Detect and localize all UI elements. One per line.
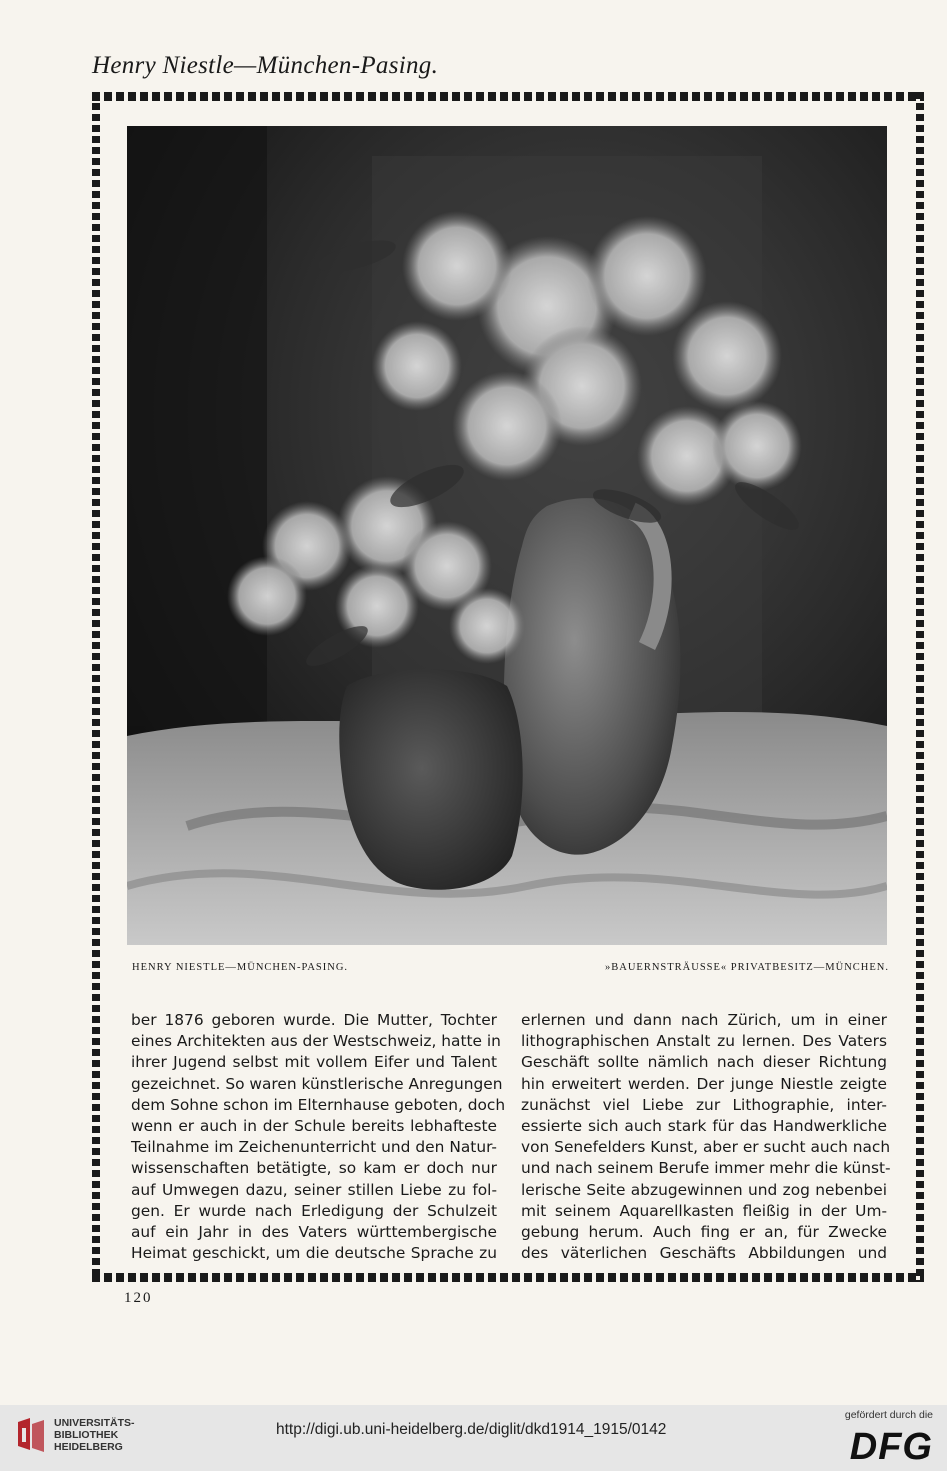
text-line: wenn er auch in der Schule bereits lebhafteste [131, 1117, 497, 1136]
border-right [916, 92, 924, 1282]
library-name [54, 1417, 135, 1453]
text-line: gen. Er wurde nach Erledigung der Schulzeit [131, 1201, 497, 1220]
text-line: Heimat geschickt, um die deutsche Sprache zu [131, 1244, 497, 1263]
text-line: und nach seinem Berufe immer mehr die künst- [521, 1159, 891, 1178]
caption-artist: HENRY NIESTLE—MÜNCHEN-PASING. [132, 962, 349, 973]
text-line: ihrer Jugend selbst mit vollem Eifer und Talent [131, 1053, 497, 1072]
text-line: zunächst viel Liebe zur Lithographie, inter- [521, 1095, 887, 1114]
body-column-left [131, 1010, 506, 1264]
text-line: gebung herum. Auch fing er an, für Zwecke [521, 1223, 887, 1242]
digitization-footer [0, 1405, 947, 1471]
text-line: hin erweitert werden. Der junge Niestle zeigte [521, 1074, 887, 1093]
dfg-logo: DFG [849, 1426, 933, 1468]
text-line: auf Umwegen dazu, seiner stillen Liebe zu fol- [131, 1180, 497, 1199]
sponsor-text: gefördert durch die [844, 1409, 933, 1421]
painting-reproduction [127, 126, 887, 945]
body-column-right [521, 1010, 891, 1264]
library-logo-icon [14, 1416, 48, 1454]
page-number: 120 [124, 1290, 153, 1306]
permalink-url[interactable]: http://digi.ub.uni-heidelberg.de/diglit/dkd1914_1915/0142 [276, 1421, 667, 1438]
border-bottom [92, 1273, 924, 1282]
text-line: mit seinem Aquarellkasten fleißig in der Um- [521, 1201, 887, 1220]
text-line: ber 1876 geboren wurde. Die Mutter, Tochter [131, 1011, 497, 1029]
caption-title: »BAUERNSTRÄUSSE« PRIVATBESITZ—MÜNCHEN. [604, 962, 889, 973]
border-top [92, 92, 924, 101]
library-line-3: HEIDELBERG [54, 1441, 123, 1453]
text-line: lithographischen Anstalt zu lernen. Des Vaters [521, 1032, 887, 1051]
running-head: Henry Niestle—München-Pasing. [92, 52, 439, 79]
text-line: lerische Seite abzugewinnen und zog nebenbei [521, 1180, 887, 1199]
text-line: Geschäft sollte nämlich nach dieser Richtung [521, 1053, 887, 1072]
text-line: eines Architekten aus der Westschweiz, hatte in [131, 1032, 501, 1051]
text-line: essierte sich auch stark für das Handwerkliche [521, 1117, 887, 1136]
text-line: dem Sohne schon im Elternhause geboten, doch [131, 1095, 506, 1114]
library-line-2: BIBLIOTHEK [54, 1429, 119, 1441]
text-line: erlernen und dann nach Zürich, um in einer [521, 1011, 887, 1029]
border-left [92, 92, 100, 1282]
text-line: gezeichnet. So waren künstlerische Anregungen [131, 1074, 503, 1093]
library-line-1: UNIVERSITÄTS- [54, 1417, 135, 1429]
text-line: auf ein Jahr in des Vaters württembergische [131, 1223, 497, 1242]
text-line: wissenschaften betätigte, so kam er doch nur [131, 1159, 497, 1178]
text-line: des väterlichen Geschäfts Abbildungen und [521, 1244, 887, 1263]
text-line: von Senefelders Kunst, aber er sucht auch nach [521, 1138, 891, 1157]
still-life-flowers-image [127, 126, 887, 945]
text-line: Teilnahme im Zeichenunterricht und den Natur- [131, 1138, 497, 1157]
